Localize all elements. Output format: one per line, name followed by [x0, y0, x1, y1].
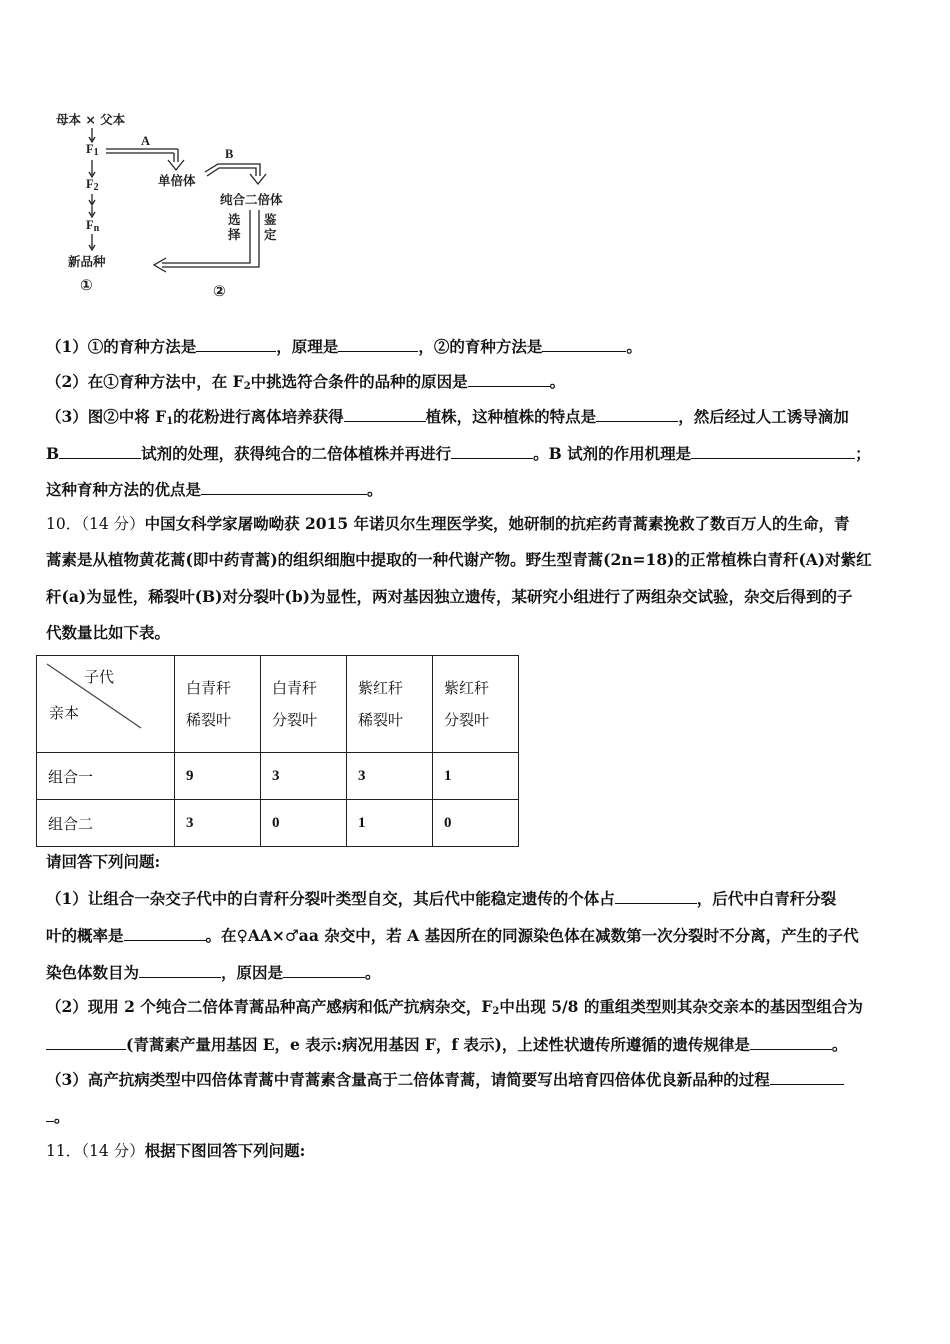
answer-blank[interactable] [338, 336, 418, 352]
answer-blank[interactable] [196, 336, 276, 352]
row-label: 组合二 [37, 800, 175, 847]
table-cell: 9 [175, 753, 261, 800]
q10-part3-line2: 。 [46, 1106, 70, 1127]
table-cell: 0 [433, 800, 519, 847]
q9-part3-line1: （3）图②中将 $F_1$的花粉进行离体培养获得 植株，这种植株的特点是 ，然后经过人工诱导滴加 [46, 407, 849, 427]
q9-part3-line2: B 试剂的处理，获得纯合的二倍体植株并再进行 。B 试剂的作用机理是 ； [46, 444, 871, 463]
q10-part1-line2: 叶的概率是 。在♀AA×♂aa 杂交中，若 A 基因所在的同源染色体在减数第一次分裂时不分离，产生的子代 [46, 926, 859, 945]
answer-blank[interactable] [596, 406, 678, 422]
q10-part1-line1: （1）让组合一杂交子代中的白青秆分裂叶类型自交，其后代中能稳定遗传的个体占 ，后代中白青秆分裂 [46, 889, 837, 908]
breeding-diagram [40, 100, 320, 310]
table-header-row [37, 656, 519, 753]
answer-blank[interactable] [451, 443, 533, 459]
haploid-label: 单倍体 [158, 173, 196, 188]
answer-blank[interactable] [750, 1034, 832, 1050]
answer-blank[interactable] [468, 371, 550, 387]
q10-part3-line1: （3）高产抗病类型中四倍体青蒿中青蒿素含量高于二倍体青蒿，请简要写出培育四倍体优良新品种的过程 [46, 1069, 844, 1090]
answer-blank[interactable] [201, 479, 367, 495]
pure-diploid-label: 纯合二倍体 [220, 192, 283, 207]
circle-1-label: ① [80, 276, 93, 294]
q10-intro-line3: 秆(a)为显性，稀裂叶(B)对分裂叶(b)为显性，两对基因独立遗传，某研究小组进行了两组杂交试验，杂交后得到的子 [46, 587, 853, 606]
answer-blank[interactable] [770, 1069, 844, 1085]
table-header-cell: 白青秆 分裂叶 [261, 656, 347, 753]
answer-blank[interactable] [139, 962, 221, 978]
q10-intro-line4: 代数量比如下表。 [46, 623, 171, 642]
table-header-cell: 白青秆 稀裂叶 [175, 656, 261, 753]
q10-intro-line1: 10．（14 分）中国女科学家屠呦呦获 2015 年诺贝尔生理医学奖，她研制的抗疟药青蒿素挽救了数百万人的生命，青 [46, 514, 850, 533]
table-header-cell: 紫红秆 稀裂叶 [347, 656, 433, 753]
table-row [37, 800, 519, 847]
parents-label: 母本 × 父本 [56, 112, 126, 127]
f1-label: $F_1$ [86, 142, 99, 158]
table-cell: 3 [347, 753, 433, 800]
answer-blank[interactable] [46, 1106, 54, 1122]
answer-blank[interactable] [46, 1034, 126, 1050]
q9-part3-line3: 这种育种方法的优点是 。 [46, 480, 383, 499]
f2-label: $F_2$ [86, 177, 99, 193]
table-corner-cell: 子代 亲本 [37, 656, 175, 753]
q9-part2: （2）在①育种方法中，在 $F_2$中挑选符合条件的品种的原因是 。 [46, 372, 566, 392]
cross-results-table [36, 655, 519, 847]
q10-prompt: 请回答下列问题: [46, 852, 161, 871]
new-variety-label: 新品种 [68, 254, 106, 269]
table-cell: 1 [347, 800, 433, 847]
table-cell: 3 [175, 800, 261, 847]
q10-intro-line2: 蒿素是从植物黄花蒿(即中药青蒿)的组织细胞中提取的一种代谢产物。野生型青蒿(2n=18)的正常植株白青秆(A)对紫红 [46, 550, 872, 569]
label-a: A [141, 134, 151, 148]
circle-2-label: ② [213, 282, 226, 300]
q10-part2-line1: （2）现用 2 个纯合二倍体青蒿品种高产感病和低产抗病杂交，$F_2$中出现 5/8 的重组类型则其杂交亲本的基因型组合为 [46, 997, 863, 1017]
question-number: 10．（14 分） [46, 515, 145, 533]
row-label: 组合一 [37, 753, 175, 800]
q10-part1-line3: 染色体数目为 ，原因是 。 [46, 963, 381, 982]
table-cell: 3 [261, 753, 347, 800]
table-row [37, 753, 519, 800]
answer-blank[interactable] [691, 443, 855, 459]
table-header-cell: 紫红秆 分裂叶 [433, 656, 519, 753]
table-cell: 0 [261, 800, 347, 847]
label-b: B [225, 147, 234, 161]
answer-blank[interactable] [542, 336, 626, 352]
q9-part1: （1）①的育种方法是 ，原理是 ，②的育种方法是 。 [46, 337, 642, 356]
q10-part2-line2: (青蒿素产量用基因 E，e 表示:病况用基因 F，f 表示)，上述性状遗传所遵循的遗传规律是 。 [46, 1034, 847, 1055]
answer-blank[interactable] [615, 888, 697, 904]
answer-blank[interactable] [59, 443, 141, 459]
q11-heading: 11．（14 分）根据下图回答下列问题: [46, 1141, 306, 1160]
table-cell: 1 [433, 753, 519, 800]
answer-blank[interactable] [344, 406, 426, 422]
identify-label: 鉴定 [264, 212, 277, 242]
select-label: 选择 [228, 212, 241, 242]
answer-blank[interactable] [124, 925, 206, 941]
answer-blank[interactable] [283, 962, 365, 978]
fn-label: $F_n$ [86, 218, 100, 234]
question-number: 11．（14 分） [46, 1142, 145, 1160]
